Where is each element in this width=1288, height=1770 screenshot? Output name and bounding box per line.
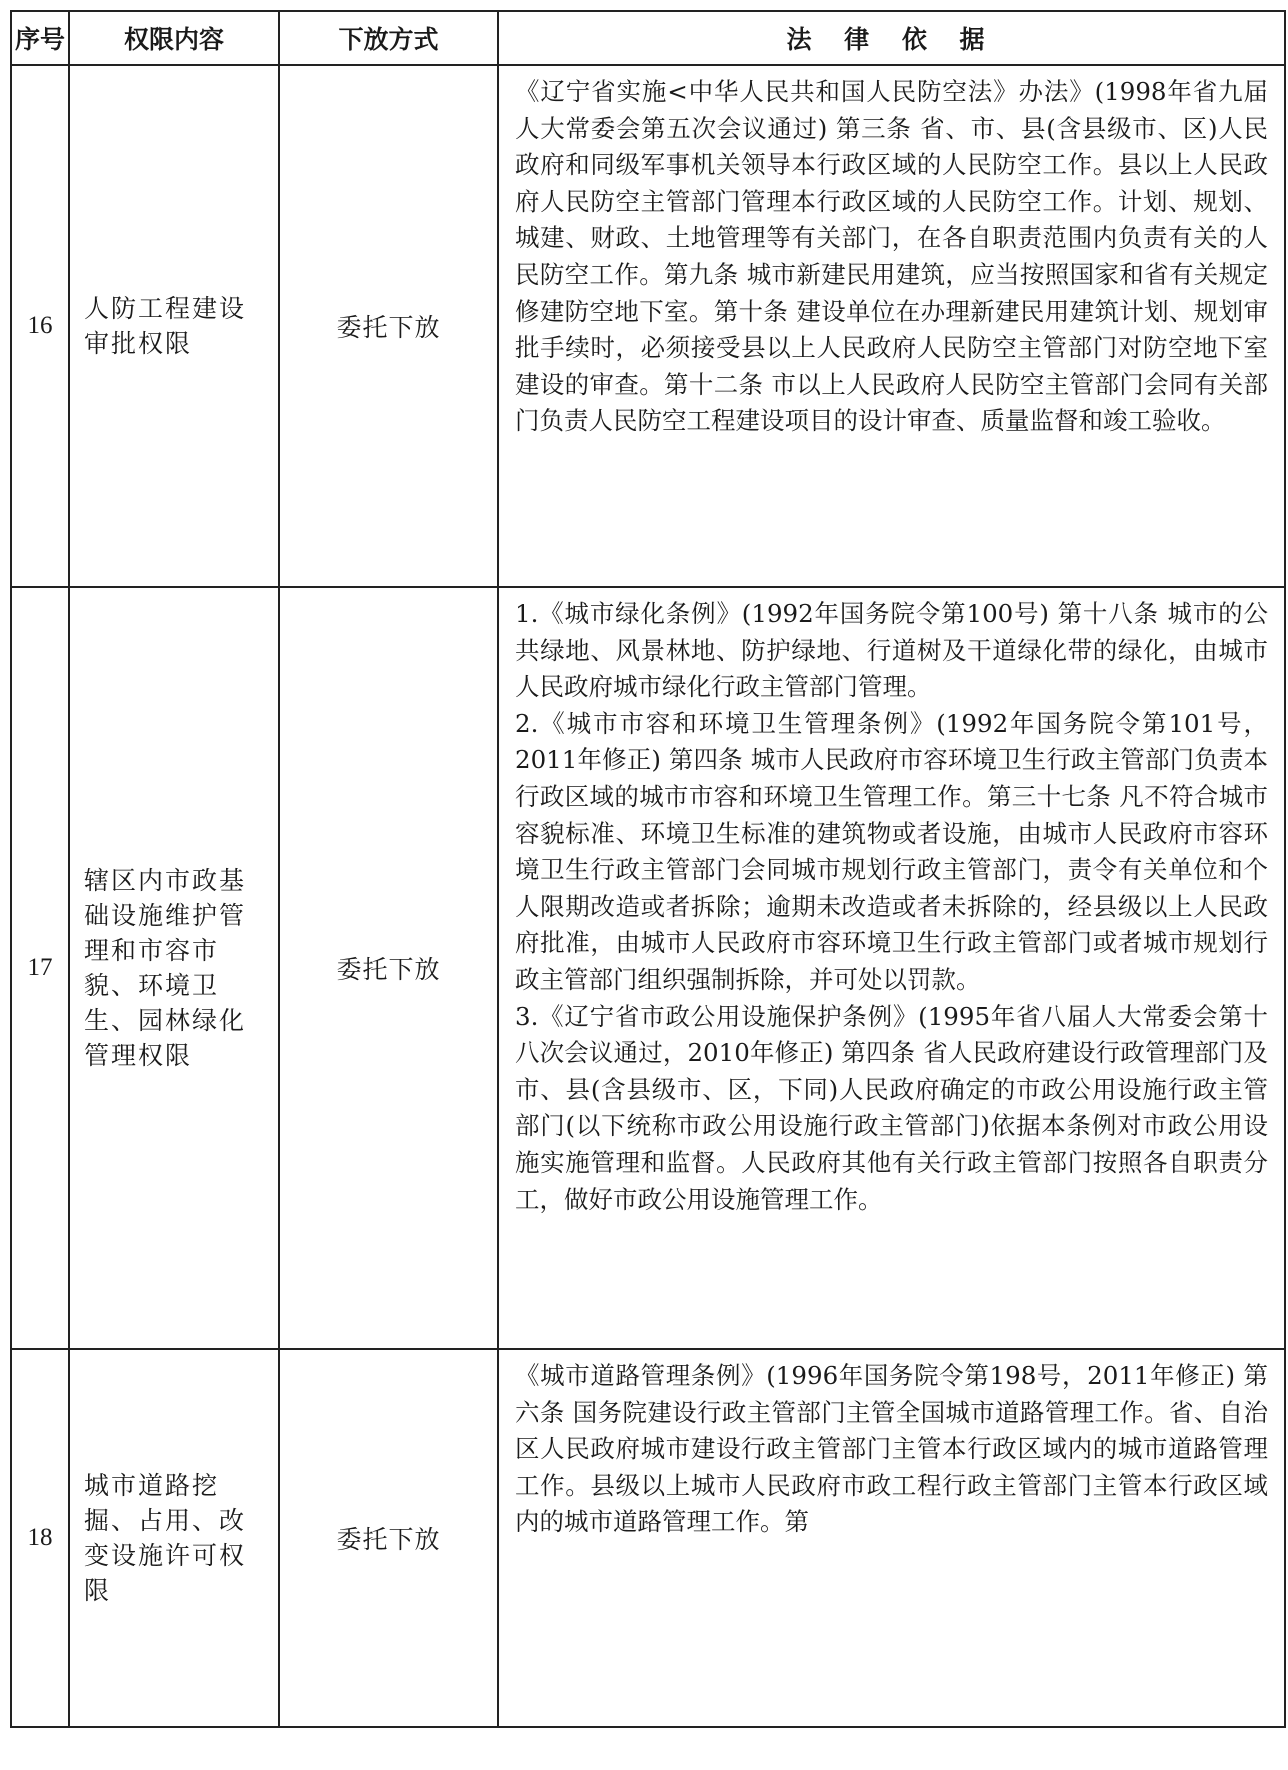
header-no: 序号 — [11, 11, 69, 65]
authority-content: 人防工程建设审批权限 — [69, 65, 279, 587]
row-number: 16 — [11, 65, 69, 587]
delegation-method: 委托下放 — [279, 587, 498, 1349]
delegation-table — [10, 10, 1286, 1728]
delegation-method: 委托下放 — [279, 65, 498, 587]
table-row — [11, 587, 1285, 1349]
legal-basis-paragraph: 2.《城市市容和环境卫生管理条例》(1992年国务院令第101号，2011年修正) 第四条 城市人民政府市容环境卫生行政主管部门负责本行政区域的城市市容和环境卫生管理工作。第三十七条 凡不符合城市容貌标准、环境卫生标准的建筑物或者设施，由城市人民政府市容环境卫生行政主管部门会同城市规划行政主管部门，责令有关单位和个人限期改造或者拆除；逾期未改造或者未拆除的，经县级以上人民政府批准，由城市人民政府市容环境卫生行政主管部门或者城市规划行政主管部门组织强制拆除，并可处以罚款。 — [515, 708, 1268, 994]
table-header-row — [11, 11, 1285, 65]
row-number: 18 — [11, 1349, 69, 1727]
legal-basis-paragraph: 3.《辽宁省市政公用设施保护条例》(1995年省八届人大常委会第十八次会议通过，2010年修正) 第四条 省人民政府建设行政管理部门及市、县(含县级市、区，下同)人民政府确定的市政公用设施行政主管部门(以下统称市政公用设施行政主管部门)依据本条例对市政公用设施实施管理和监督。人民政府其他有关行政主管部门按照各自职责分工，做好市政公用设施管理工作。 — [515, 1001, 1268, 1214]
legal-basis — [498, 65, 1285, 587]
header-method: 下放方式 — [279, 11, 498, 65]
legal-basis-paragraph: 1.《城市绿化条例》(1992年国务院令第100号) 第十八条 城市的公共绿地、风景林地、防护绿地、行道树及干道绿化带的绿化，由城市人民政府城市绿化行政主管部门管理。 — [515, 599, 1268, 702]
legal-basis-paragraph: 《辽宁省实施<中华人民共和国人民防空法》办法》(1998年省九届人大常委会第五次会议通过) 第三条 省、市、县(含县级市、区)人民政府和同级军事机关领导本行政区域的人民防空工作。县以上人民政府人民防空主管部门管理本行政区域的人民防空工作。计划、规划、城建、财政、土地管理等有关部门，在各自职责范围内负责有关的人民防空工作。第九条 城市新建民用建筑，应当按照国家和省有关规定修建防空地下室。第十条 建设单位在办理新建民用建筑计划、规划审批手续时，必须接受县以上人民政府人民防空主管部门对防空地下室建设的审查。第十二条 市以上人民政府人民防空主管部门会同有关部门负责人民防空工程建设项目的设计审查、质量监督和竣工验收。 — [515, 77, 1268, 436]
legal-basis — [498, 587, 1285, 1349]
row-number: 17 — [11, 587, 69, 1349]
authority-content: 城市道路挖掘、占用、改变设施许可权限 — [69, 1349, 279, 1727]
legal-basis — [498, 1349, 1285, 1727]
document-page — [10, 10, 1284, 1728]
header-legal-basis: 法 律 依 据 — [498, 11, 1285, 65]
table-row — [11, 1349, 1285, 1727]
table-row — [11, 65, 1285, 587]
delegation-method: 委托下放 — [279, 1349, 498, 1727]
legal-basis-paragraph: 《城市道路管理条例》(1996年国务院令第198号，2011年修正) 第六条 国务院建设行政主管部门主管全国城市道路管理工作。省、自治区人民政府城市建设行政主管部门主管本行政区域内的城市道路管理工作。县级以上城市人民政府市政工程行政主管部门主管本行政区域内的城市道路管理工作。第 — [515, 1361, 1268, 1537]
header-content: 权限内容 — [69, 11, 279, 65]
authority-content: 辖区内市政基础设施维护管理和市容市貌、环境卫生、园林绿化管理权限 — [69, 587, 279, 1349]
